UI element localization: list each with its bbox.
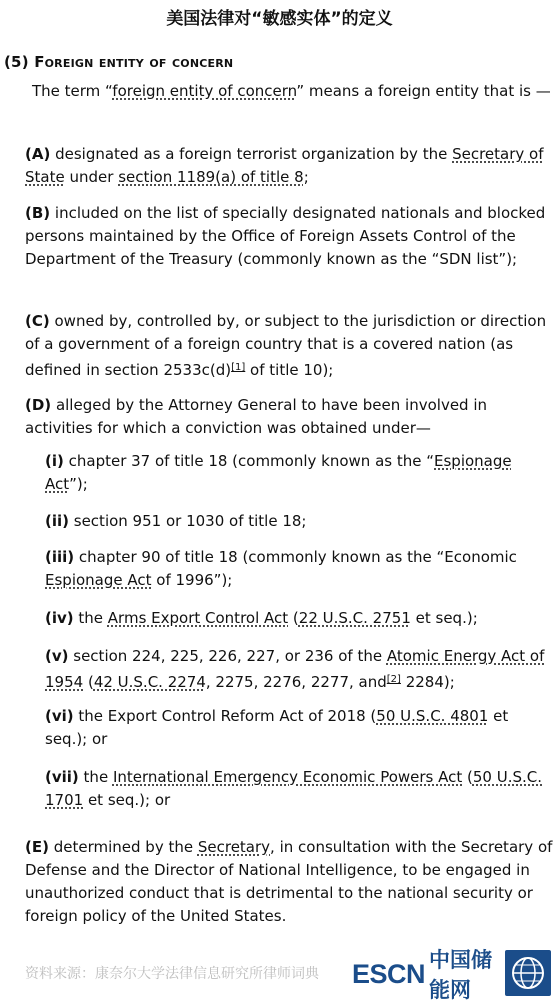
clause-text: alleged by the Attorney General to have been involved in activities for which a conviction was obtained under—	[25, 396, 488, 437]
clause-text: included on the list of specially designated nationals and blocked persons maintained by the Office of Foreign Assets Control of the Department of the Treasury (commonly known as the “SDN list”);	[25, 204, 546, 268]
subclause-text: the	[78, 768, 113, 786]
intro-paragraph	[32, 80, 554, 103]
clause-label: (D)	[25, 396, 52, 414]
subclause-label: (iii)	[45, 548, 75, 566]
subclause-text: , 2275, 2276, 2277, and	[205, 673, 387, 691]
usc-1701-link[interactable]: 50 U.S.C. 1701	[45, 768, 543, 809]
clause-label: (E)	[25, 838, 49, 856]
subclause-label: (vii)	[45, 768, 79, 786]
source-note: 资料来源：康奈尔大学法律信息研究所律师词典	[25, 966, 319, 982]
subclause-iii	[45, 546, 553, 592]
escn-logo	[352, 948, 502, 1002]
clause-text: under	[64, 168, 119, 186]
subclause-text: 2284);	[400, 673, 455, 691]
section-heading	[4, 53, 233, 71]
espionage-act-link[interactable]: Espionage Act	[45, 571, 152, 589]
subclause-v	[45, 645, 553, 694]
clause-d	[25, 394, 553, 440]
atomic-energy-act-link[interactable]: Atomic Energy Act of 1954	[45, 647, 545, 691]
subclause-text: et seq.);	[410, 609, 478, 627]
footnote-link[interactable]: [2]	[386, 674, 401, 685]
subclause-text: section 224, 225, 226, 227, or 236 of the	[68, 647, 387, 665]
clause-label: (A)	[25, 145, 51, 163]
clause-a	[25, 143, 553, 189]
subclause-i	[45, 450, 553, 496]
subclause-text: section 951 or 1030 of title 18;	[69, 512, 307, 530]
clause-label: (B)	[25, 204, 51, 222]
subclause-ii	[45, 510, 553, 533]
section-title: Foreign entity of concern	[34, 53, 234, 71]
subclause-text: of 1996”);	[151, 571, 233, 589]
usc-2751-link[interactable]: 22 U.S.C. 2751	[298, 609, 411, 627]
subclause-text: et seq.); or	[45, 707, 509, 748]
logo-text-cn: 中国储能网	[429, 948, 493, 1002]
clause-text: , in consultation with the Secretary of Defense and the Director of National Intelligence, to be engaged in unauthorized conduct that is detrimental to the national security or foreign policy of the United States.	[25, 838, 553, 925]
subclause-label: (iv)	[45, 609, 74, 627]
subclause-vii	[45, 766, 553, 812]
page-title: 美国法律对“敏感实体”的定义	[166, 9, 393, 29]
subclause-text: chapter 90 of title 18 (commonly known as the “Economic	[74, 548, 517, 566]
logo-text-en: ESCN	[352, 958, 426, 989]
subclause-text: (	[83, 673, 94, 691]
globe-icon	[505, 950, 551, 996]
section-1189-link[interactable]: section 1189(a) of title 8	[118, 168, 304, 186]
subclause-vi	[45, 705, 553, 751]
usc-2274-link[interactable]: 42 U.S.C. 2274	[93, 673, 206, 691]
intro-text-2: ” means a foreign entity that is —	[296, 82, 551, 100]
clause-text: ;	[303, 168, 309, 186]
arms-export-control-act-link[interactable]: Arms Export Control Act	[107, 609, 289, 627]
secretary-of-state-link[interactable]: Secretary of State	[25, 145, 544, 186]
subclause-label: (i)	[45, 452, 64, 470]
clause-e	[25, 836, 553, 928]
usc-4801-link[interactable]: 50 U.S.C. 4801	[376, 707, 489, 725]
subclause-text: chapter 37 of title 18 (commonly known as the “	[63, 452, 435, 470]
intro-text-1: The term “	[32, 82, 113, 100]
footnote-link[interactable]: [1]	[231, 362, 246, 373]
subclause-text: ”);	[69, 475, 88, 493]
clause-text: owned by, controlled by, or subject to the jurisdiction or direction of a government of a foreign country that is a covered nation (as defined in section 2533c(d)	[25, 312, 547, 379]
term-link[interactable]: foreign entity of concern	[112, 82, 297, 100]
clause-b	[25, 202, 553, 271]
subclause-text: (	[288, 609, 299, 627]
subclause-text: et seq.); or	[83, 791, 171, 809]
subclause-text: the Export Control Reform Act of 2018 (	[73, 707, 377, 725]
clause-text: designated as a foreign terrorist organization by the	[50, 145, 453, 163]
secretary-link[interactable]: Secretary	[197, 838, 271, 856]
subclause-text: (	[462, 768, 473, 786]
clause-text: of title 10);	[245, 361, 334, 379]
subclause-label: (vi)	[45, 707, 74, 725]
section-number: (5)	[4, 53, 29, 71]
subclause-label: (ii)	[45, 512, 69, 530]
clause-text: determined by the	[48, 838, 198, 856]
subclause-iv	[45, 607, 553, 630]
subclause-text: the	[73, 609, 108, 627]
ieepa-link[interactable]: International Emergency Economic Powers Act	[112, 768, 463, 786]
clause-label: (C)	[25, 312, 50, 330]
clause-c	[25, 310, 553, 382]
espionage-act-link[interactable]: Espionage Act	[45, 452, 512, 493]
subclause-label: (v)	[45, 647, 69, 665]
